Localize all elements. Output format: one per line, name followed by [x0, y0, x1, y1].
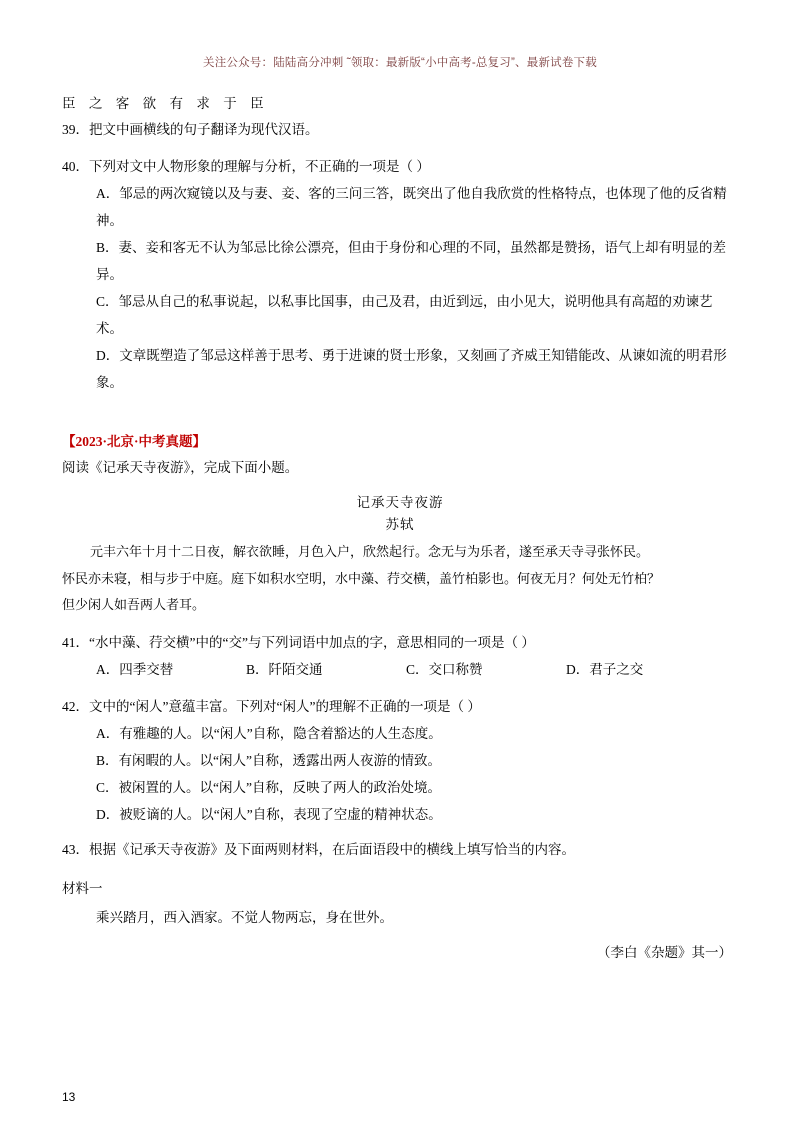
question-40-option-c[interactable]: C．邹忌从自己的私事说起，以私事比国事，由己及君，由近到远，由小见大，说明他具有高超的劝谏艺术。 [96, 294, 713, 336]
question-40-block [62, 153, 738, 396]
question-42-option-a[interactable]: A．有雅趣的人。以“闲人”自称，隐含着豁达的人生态度。 [96, 725, 442, 741]
exam-source-tag: 【2023·北京·中考真题】 [62, 434, 207, 449]
passage-line-1: 元丰六年十月十二日夜，解衣欲睡，月色入户，欣然起行。念无与为乐者，遂至承天寺寻张怀民。 [90, 544, 650, 559]
question-41-stem: 41．“水中藻、荇交横”中的“交”与下列词语中加点的字，意思相同的一项是（ ） [62, 634, 535, 650]
passage-author: 苏轼 [385, 517, 415, 532]
promo-header: 关注公众号：陆陆高分冲刺 ˜领取：最新版“小中高考-总复习”、最新试卷下载 [203, 57, 597, 69]
page-number: 13 [62, 1090, 76, 1104]
question-41-option-c[interactable]: C．交口称赞 [406, 661, 483, 677]
question-40-option-a[interactable]: A．邹忌的两次窥镜以及与妻、妾、客的三问三答，既突出了他自我欣赏的性格特点，也体现了他的反省精神。 [96, 186, 727, 228]
question-41-options [96, 656, 738, 683]
passage-body [62, 539, 738, 619]
question-42-stem: 42．文中的“闲人”意蕴丰富。下列对“闲人”的理解不正确的一项是（ ） [62, 698, 481, 714]
passage-title: 记承天寺夜游 [356, 495, 444, 510]
question-41-option-d[interactable]: D．君子之交 [566, 661, 644, 677]
question-40-stem: 40．下列对文中人物形象的理解与分析，不正确的一项是（ ） [62, 159, 430, 174]
question-40-option-d[interactable]: D．文章既塑造了邹忌这样善于思考、勇于进谏的贤士形象，又刻画了齐威王知错能改、从谏如流的明君形象。 [96, 348, 727, 390]
question-41-option-a[interactable]: A．四季交替 [96, 661, 174, 677]
question-41-option-b[interactable]: B．阡陌交通 [246, 661, 323, 677]
question-42-option-d[interactable]: D．被贬谪的人。以“闲人”自称，表现了空虚的精神状态。 [96, 806, 442, 822]
passage-line-2: 怀民亦未寝，相与步于中庭。庭下如积水空明，水中藻、荇交横，盖竹柏影也。何夜无月？何处无竹柏？ [62, 570, 661, 586]
material-source: （李白《杂题》其一） [597, 944, 732, 960]
material-label: 材料一 [62, 880, 103, 896]
reading-instruction: 阅读《记承天寺夜游》，完成下面小题。 [62, 460, 299, 475]
classical-quote-line: 臣 之 客 欲 有 求 于 臣 [62, 96, 269, 111]
question-40-option-b[interactable]: B．妻、妾和客无不认为邹忌比徐公漂亮，但由于身份和心理的不同，虽然都是赞扬，语气上却有明显的差异。 [96, 240, 727, 282]
question-42-option-b[interactable]: B．有闲暇的人。以“闲人”自称，透露出两人夜游的情致。 [96, 752, 441, 768]
question-39: 39．把文中画横线的句子翻译为现代汉语。 [62, 122, 319, 137]
question-41-block [62, 629, 738, 683]
question-43: 43．根据《记承天寺夜游》及下面两则材料，在后面语段中的横线上填写恰当的内容。 [62, 841, 575, 857]
material-text: 乘兴踏月，西入酒家。不觉人物两忘，身在世外。 [96, 909, 393, 925]
passage-line-3: 但少闲人如吾两人者耳。 [62, 597, 206, 613]
question-42-block [62, 693, 738, 828]
question-42-option-c[interactable]: C．被闲置的人。以“闲人”自称，反映了两人的政治处境。 [96, 779, 441, 795]
